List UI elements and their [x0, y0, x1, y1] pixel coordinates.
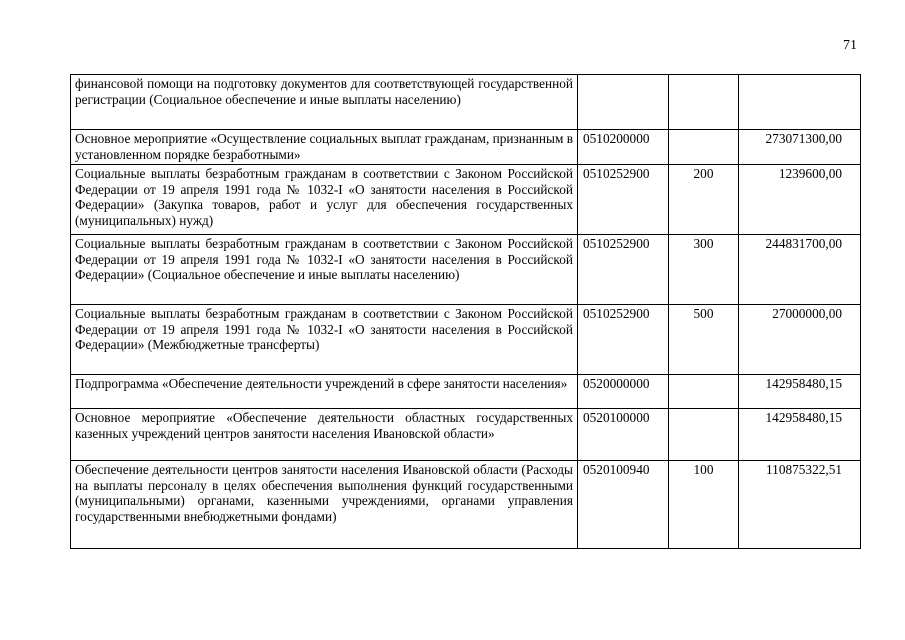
- row-sum-cell: 273071300,00: [739, 130, 861, 165]
- row-name-cell: финансовой помощи на подготовку документов для соответствующей государственной регистрации (Социальное обеспечение и иные выплаты населению): [71, 75, 578, 130]
- row-csr-cell: 0510200000: [578, 130, 669, 165]
- row-name-cell: Основное мероприятие «Обеспечение деятельности областных государственных казенных учреждений центров занятости населения Ивановской области»: [71, 409, 578, 461]
- row-vr-cell: [669, 75, 739, 130]
- row-sum-cell: 142958480,15: [739, 409, 861, 461]
- row-csr-cell: 0510252900: [578, 165, 669, 235]
- row-csr-cell: 0520100000: [578, 409, 669, 461]
- table-row: [71, 235, 861, 305]
- row-vr-cell: 200: [669, 165, 739, 235]
- row-sum-cell: [739, 75, 861, 130]
- row-csr-cell: [578, 75, 669, 130]
- table-row: [71, 305, 861, 375]
- row-name-cell: Подпрограмма «Обеспечение деятельности учреждений в сфере занятости населения»: [71, 375, 578, 409]
- budget-table: [70, 74, 861, 549]
- row-vr-cell: [669, 375, 739, 409]
- row-vr-cell: 300: [669, 235, 739, 305]
- row-sum-cell: 1239600,00: [739, 165, 861, 235]
- page-number: 71: [843, 38, 857, 53]
- table-row: [71, 461, 861, 549]
- row-vr-cell: [669, 409, 739, 461]
- table-row: [71, 375, 861, 409]
- row-name-cell: Социальные выплаты безработным гражданам в соответствии с Законом Российской Федерации от 19 апреля 1991 года № 1032-I «О занятости населения в Российской Федерации» (Закупка товаров, работ и услуг для обеспечения государственных (муниципальных) нужд): [71, 165, 578, 235]
- row-vr-cell: 100: [669, 461, 739, 549]
- row-name-cell: Обеспечение деятельности центров занятости населения Ивановской области (Расходы на выплаты персоналу в целях обеспечения выполнения функций государственными (муниципальными) органами, казенными учреждениями, органами управления государственными внебюджетными фондами): [71, 461, 578, 549]
- table-row: [71, 130, 861, 165]
- row-vr-cell: 500: [669, 305, 739, 375]
- row-sum-cell: 27000000,00: [739, 305, 861, 375]
- table-row: [71, 409, 861, 461]
- table-row: [71, 75, 861, 130]
- row-csr-cell: 0510252900: [578, 235, 669, 305]
- row-sum-cell: 142958480,15: [739, 375, 861, 409]
- row-name-cell: Социальные выплаты безработным гражданам в соответствии с Законом Российской Федерации от 19 апреля 1991 года № 1032-I «О занятости населения в Российской Федерации» (Межбюджетные трансферты): [71, 305, 578, 375]
- row-csr-cell: 0520000000: [578, 375, 669, 409]
- row-vr-cell: [669, 130, 739, 165]
- row-name-cell: Социальные выплаты безработным гражданам в соответствии с Законом Российской Федерации от 19 апреля 1991 года № 1032-I «О занятости населения в Российской Федерации» (Социальное обеспечение и иные выплаты населению): [71, 235, 578, 305]
- table-row: [71, 165, 861, 235]
- row-sum-cell: 244831700,00: [739, 235, 861, 305]
- row-sum-cell: 110875322,51: [739, 461, 861, 549]
- row-csr-cell: 0510252900: [578, 305, 669, 375]
- row-csr-cell: 0520100940: [578, 461, 669, 549]
- row-name-cell: Основное мероприятие «Осуществление социальных выплат гражданам, признанным в установленном порядке безработными»: [71, 130, 578, 165]
